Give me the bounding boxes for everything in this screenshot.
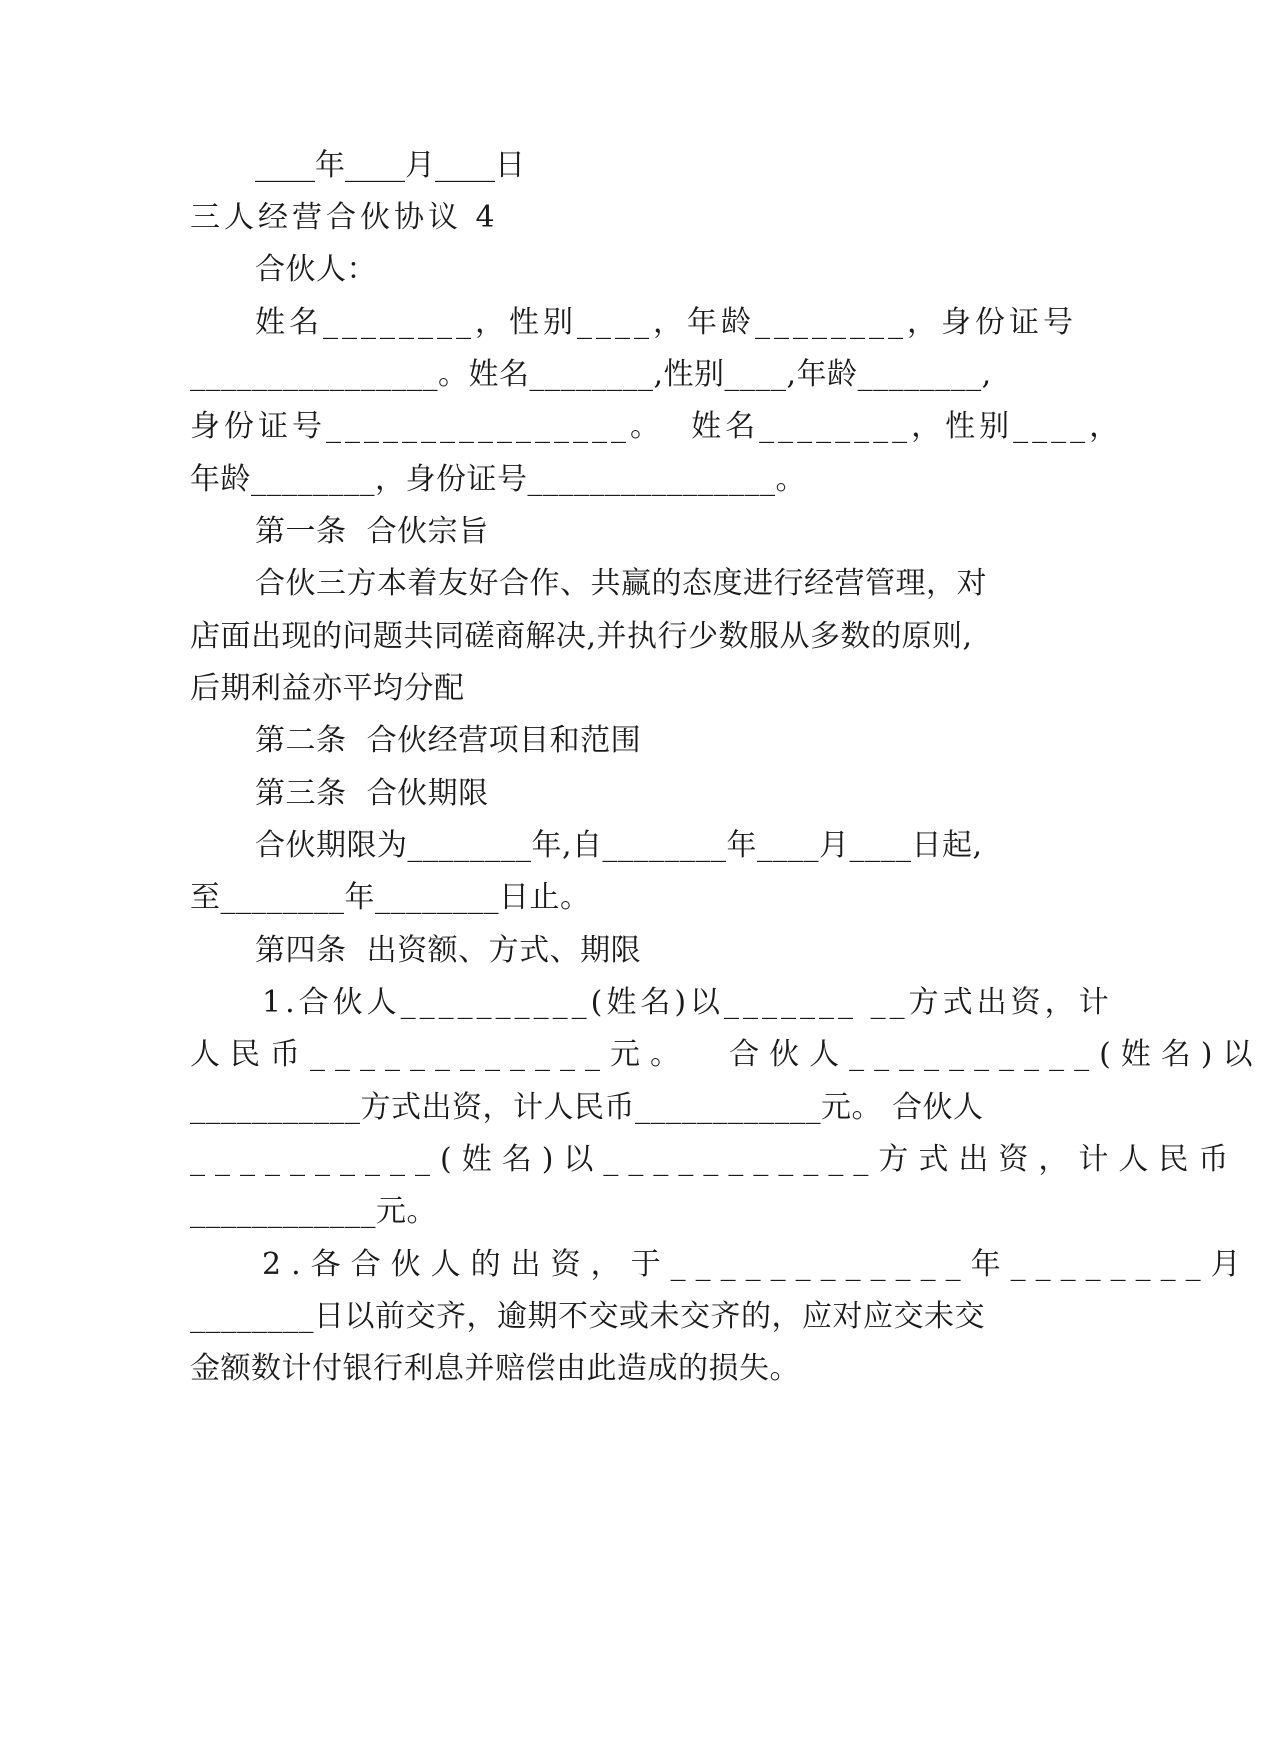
article-4-item-2-line-2: ________日以前交齐，逾期不交或未交齐的，应对应交未交 (190, 1299, 985, 1334)
article-4-item-1-line-2: 人民币____________元。 合伙人__________(姓名)以 (190, 1037, 1262, 1072)
article-4-item-2-line-1: 2.各合伙人的出资，于____________年________月 (262, 1247, 1251, 1282)
article-4-item-1-line-4: __________(姓名)以___________方式出资，计人民币 (190, 1142, 1239, 1177)
article-1-text-line-2: 店面出现的问题共同磋商解决,并执行少数服从多数的原则, (190, 619, 973, 654)
partner-info-line-1: 姓名________，性别____，年龄________，身份证号 (255, 305, 1077, 340)
partner-info-line-3: 身份证号________________。 姓名________，性别____， (190, 409, 1124, 444)
document-title: 三人经营合伙协议 4 (190, 200, 499, 235)
date-line: ____年____月____日 (255, 148, 525, 183)
partners-label: 合伙人： (255, 252, 377, 287)
article-4-heading: 第四条 出资额、方式、期限 (255, 933, 642, 968)
partner-info-line-4: 年龄________，身份证号________________。 (190, 462, 806, 497)
article-4-item-1-line-5: ____________元。 (190, 1194, 437, 1229)
article-4-item-1-line-1: 1.合伙人__________(姓名)以_______ __方式出资，计 (262, 985, 1113, 1020)
article-3-text-line-1: 合伙期限为________年,自________年____月____日起, (255, 828, 983, 863)
article-1-text-line-3: 后期利益亦平均分配 (190, 671, 465, 706)
article-3-heading: 第三条 合伙期限 (255, 776, 489, 811)
article-2-heading: 第二条 合伙经营项目和范围 (255, 723, 642, 758)
article-4-item-1-line-3: ___________方式出资，计人民币____________元。 合伙人 (190, 1090, 984, 1125)
partner-info-line-2: ________________。姓名________,性别____,年龄________, (190, 357, 992, 392)
article-1-text-line-1: 合伙三方本着友好合作、共赢的态度进行经营管理，对 (255, 566, 987, 601)
article-1-heading: 第一条 合伙宗旨 (255, 514, 489, 549)
article-3-text-line-2: 至________年________日止。 (190, 880, 591, 915)
article-4-item-2-line-3: 金额数计付银行利息并赔偿由此造成的损失。 (190, 1351, 800, 1386)
